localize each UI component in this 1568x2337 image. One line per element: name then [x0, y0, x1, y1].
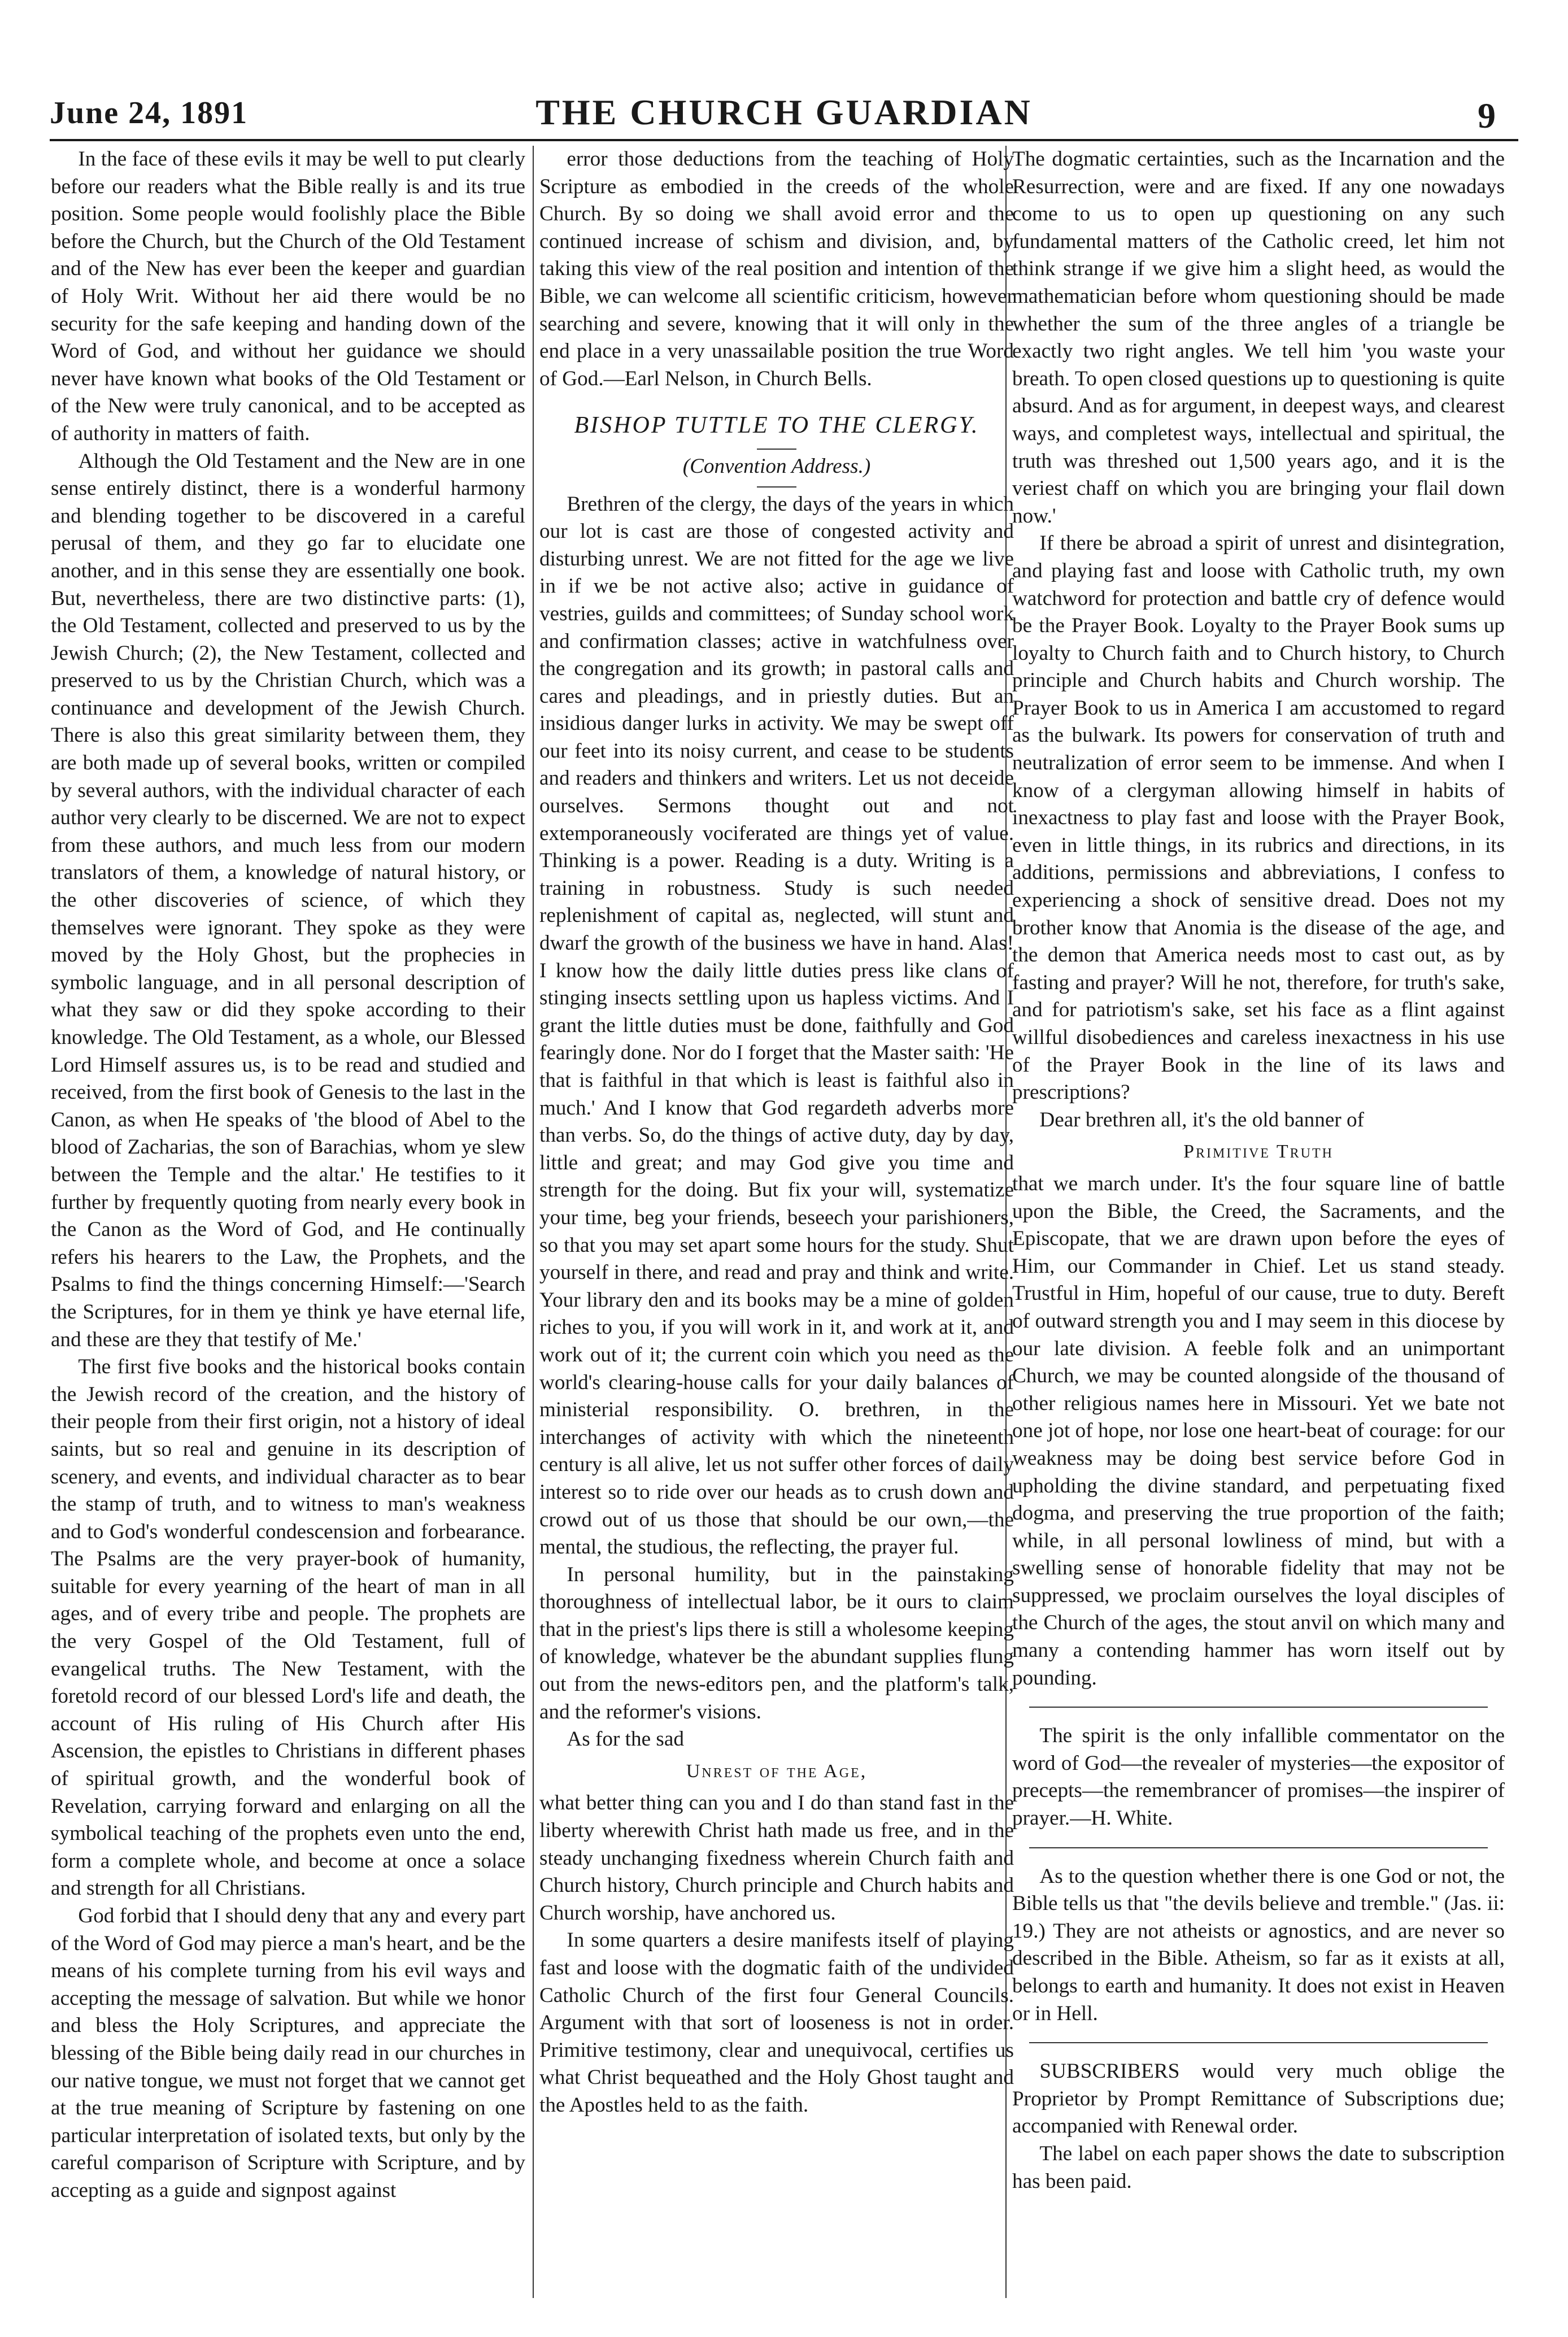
paragraph: error those deductions from the teaching of Holy Scripture as embodied in the creeds of the whole Church. By so doing we shall avoid error and the continued increase of schism and division, and, by taking this view of the real position and intention of the Bible, we can welcome all scientific criticism, however searching and severe, knowing that it will only in the end place in a very unassailable position the true Word of God.—Earl Nelson, in Church Bells.	[539, 147, 1014, 390]
paragraph: that we march under. It's the four square line of battle upon the Bible, the Creed, the Sacraments, and the Episcopate, that we are drawn upon before the eyes of Him, our Commander in Chief. Let us stand steady. Trustful in Him, hopeful of our cause, true to duty. Bereft of outward strength you and I may seem in this diocese by our late division. A feeble folk and an unimportant Church, we may be counted alongside of the thousand of other religious names here in Missouri. Yet we bate not one jot of hope, nor lose one heart-beat of courage: for our weakness may be doing best service before God in upholding the divine standard, and perpetuating fixed dogma, and preserving the true proportion of the faith; while, in all personal lowliness of mind, but with a swelling sense of honorable fidelity that may not be suppressed, we proclaim ourselves the loyal disciples of the Church of the ages, the stout anvil on which many and many a contending hammer has worn itself out by pounding.	[1012, 1172, 1505, 1690]
newspaper-title: THE CHURCH GUARDIAN	[535, 92, 1033, 132]
subscribers-notice: SUBSCRIBERS would very much oblige the Proprietor by Prompt Remittance of Subscriptions due; accompanied with Renewal order.	[1012, 2060, 1505, 2138]
horizontal-rule	[1029, 1847, 1488, 1848]
paragraph: Dear brethren all, it's the old banner of	[1039, 1108, 1364, 1131]
paragraph: In personal humility, but in the painstaking thoroughness of intellectual labor, be it ours to claim that in the priest's lips there is still a wholesome keeping of knowledge, whatever be the abundant supplies flung out from the news-editors pen, and the platform's talk, and the reformer's visions.	[539, 1563, 1014, 1724]
section-caption: Unrest of the Age,	[686, 1760, 868, 1782]
paragraph: Although the Old Testament and the New are in one sense entirely distinct, there is a wonderful harmony and blending together to be discovered in a careful perusal of them, and they go far to elucidate one another, and in this sense they are essentially one book. But, nevertheless, there are two distinctive parts: (1), the Old Testament, collected and preserved to us by the Jewish Church; (2), the New Testament, collected and preserved to us by the Christian Church, which was a continuance and development of the Jewish Church. There is also this great similarity between them, they are both made up of several books, written or compiled by several authors, with the individual character of each author very clearly to be discerned. We are not to expect from these authors, and much less from our modern translators of them, a knowledge of natural history, or the other discoveries of science, of which they themselves were ignorant. They spoke as they were moved by the Holy Ghost, but the prophecies in symbolic language, and in all personal description of what they saw or did they spoke according to their knowledge. The Old Testament, as a whole, our Blessed Lord Himself assures us, is to be read and studied and received, from the first book of Genesis to the last in the Canon, as when He speaks of 'the blood of Abel to the blood of Zacharias, the son of Barachias, whom ye slew between the Temple and the altar.' He testifies to it further by frequently quoting from nearly every book in the Canon as the Word of God, and He continually refers his hearers to the Law, the Prophets, and the Psalms to find the things concerning Himself:—'Search the Scriptures, for in them ye think ye have eternal life, and these are they that testify of Me.'	[51, 449, 525, 1351]
column-1	[51, 146, 525, 2298]
issue-date: June 24, 1891	[50, 95, 249, 130]
paragraph: God forbid that I should deny that any and every part of the Word of God may pierce a man's heart, and be the means of his complete turning from his evil ways and accepting the message of salvation. But while we honor and bless the Holy Scriptures, and appreciate the blessing of the Bible being daily read in our churches in our native tongue, we must not forget that we cannot get at the true meaning of Scripture by fastening on one particular interpretation of isolated texts, but only by the careful comparison of Scripture with Scripture, and by accepting as a guide and signpost against	[51, 1904, 525, 2202]
paragraph: In the face of these evils it may be well to put clearly before our readers what the Bible really is and its true position. Some people would foolishly place the Bible before the Church, but the Church of the Old Testament and of the New has ever been the keeper and guardian of Holy Writ. Without her aid there would be no security for the safe keeping and handing down of the Word of God, and without her guidance we should never have known what books of the Old Testament or of the New were truly canonical, and to be accepted as of authority in matters of faith.	[51, 147, 525, 445]
paragraph: The spirit is the only infallible commentator on the word of God—the revealer of mysteries—the expositor of precepts—the remembrancer of promises—the inspirer of prayer.—H. White.	[1012, 1724, 1505, 1830]
column-divider	[533, 146, 534, 2298]
masthead	[50, 85, 1518, 141]
page-number: 9	[1478, 95, 1496, 136]
paragraph: As for the sad	[567, 1727, 684, 1751]
paragraph: Brethren of the clergy, the days of the years in which our lot is cast are those of congested activity and disturbing unrest. We are not fitted for the age we live in if we be not active also; active in guidance of vestries, guilds and committees; of Sunday school work and confirmation classes; active in watchfulness over the congregation and its growth; in pastoral calls and cares and pleadings, and in priestly duties. But an insidious danger lurks in activity. We may be swept off our feet into its noisy current, and cease to be students and readers and thinkers and writers. Let us not deceide ourselves. Sermons thought out and not extemporaneously vociferated are things yet of value. Thinking is a power. Reading is a duty. Writing is a training in robustness. Study is such needed replenishment of capital as, neglected, will stunt and dwarf the growth of the business we have in hand. Alas! I know how the daily little duties press like clans of stinging insects settling upon us hapless victims. And I grant the little duties must be done, faithfully and God fearingly done. Nor do I forget that the Master saith: 'He that is faithful in that which is least is faithful also in much.' And I know that God regardeth adverbs more than verbs. So, do the things of active duty, day by day, little and great; and may God give you time and strength for the doing. But fix your will, systematize your time, beg your friends, beseech your parishioners, so that you may set apart some hours for the study. Shut yourself in there, and read and pray and think and write. Your library den and its books may be a mine of golden riches to you, if you will work in it, and work at it, and work out of it; the current coin which you need as the world's clearing-house calls for your daily balances of ministerial responsibility. O. brethren, in the interchanges of activity with which the nineteenth century is all alive, let us not suffer other forces of daily interest so to ride over our heads as to crush down and crowd out of us those that should be our own,—the mental, the studious, the reflecting, the prayer ful.	[539, 492, 1014, 1559]
horizontal-rule	[1029, 1707, 1488, 1708]
paragraph: As to the question whether there is one God or not, the Bible tells us that "the devils believe and tremble." (Jas. ii: 19.) They are not atheists or agnostics, and are never so described in the Bible. Atheism, so far as it exists at all, belongs to earth and humanity. It does not exist in Heaven or in Hell.	[1012, 1864, 1505, 2025]
paragraph: If there be abroad a spirit of unrest and disintegration, and playing fast and loose with Catholic truth, my own watchword for protection and battle cry of defence would be the Prayer Book. Loyalty to the Prayer Book sums up loyalty to Church faith and to Church history, to Church principle and Church habits and Church worship. The Prayer Book to us in America I am accustomed to regard as the bulwark. Its powers for conservation of truth and neutralization of error seem to be immense. And when I know of a clergyman allowing himself in habits of inexactness to play fast and loose with the Prayer Book, even in little things, in its rubrics and directions, in its additions, permissions and abbreviations, I confess to experiencing a shock of sensitive dread. Does not my brother know that Anomia is the disease of the age, and the demon that America needs most to cast out, as by fasting and prayer? Will he not, therefore, for truth's sake, and for patriotism's sake, set his face as a flint against willful disobediences and careless inexactness in his use of the Prayer Book in the line of its laws and prescriptions?	[1012, 532, 1505, 1104]
article-heading: BISHOP TUTTLE TO THE CLERGY.	[574, 412, 979, 439]
article-subheading: (Convention Address.)	[682, 454, 871, 478]
paragraph: In some quarters a desire manifests itself of playing fast and loose with the dogmatic faith of the undivided Catholic Church of the first four General Councils. Argument with that sort of looseness is not in order. Primitive testimony, clear and unequivocal, certifies us what Christ bequeathed and the Holy Ghost taught and the Apostles held to as the faith.	[539, 1929, 1014, 2117]
paragraph: The dogmatic certainties, such as the Incarnation and the Resurrection, were and are fixed. If any one nowadays come to us to open up questioning on any such fundamental matters of the Catholic creed, let him not think strange if we give him a slight heed, as would the mathematician before whom questioning should be made whether the sum of the three angles of a triangle be exactly two right angles. We tell him 'you waste your breath. To open closed questions up to questioning is quite absurd. And as for argument, in deepest ways, and clearest ways, and completest ways, intellectual and spiritual, the truth was threshed out 1,500 years ago, and it is the veriest chaff on which you are bringing your flail down now.'	[1012, 147, 1505, 528]
paragraph: The label on each paper shows the date to subscription has been paid.	[1012, 2142, 1505, 2193]
short-rule	[757, 449, 796, 450]
short-rule	[757, 486, 796, 488]
horizontal-rule	[1029, 2042, 1488, 2043]
column-3	[1012, 146, 1505, 2298]
section-caption: Primitive Truth	[1183, 1141, 1334, 1163]
paragraph: The first five books and the historical books contain the Jewish record of the creation, and the history of their people from their first origin, not a history of ideal saints, but so real and genuine in its description of scenery, and events, and individual character as to bear the stamp of truth, and to witness to man's weakness and to God's wonderful condescension and forbearance. The Psalms are the very prayer-book of humanity, suitable for every yearning of the heart of man in all ages, and of every tribe and people. The prophets are the very Gospel of the Old Testament, full of evangelical truths. The New Testament, with the foretold record of our blessed Lord's life and death, the account of His ruling of His Church after His Ascension, the epistles to Christians in different phases of spiritual growth, and the wonderful book of Revelation, carrying forward and enlarging on all the symbolical teaching of the prophets even unto the end, form a complete whole, and become at once a solace and strength for all Christians.	[51, 1355, 525, 1900]
column-2	[539, 146, 1014, 2298]
paragraph: what better thing can you and I do than stand fast in the liberty wherewith Christ hath made us free, and in the steady unchanging fixedness wherein Church faith and Church history, Church principle and Church habits and Church worship, have anchored us.	[539, 1791, 1014, 1925]
